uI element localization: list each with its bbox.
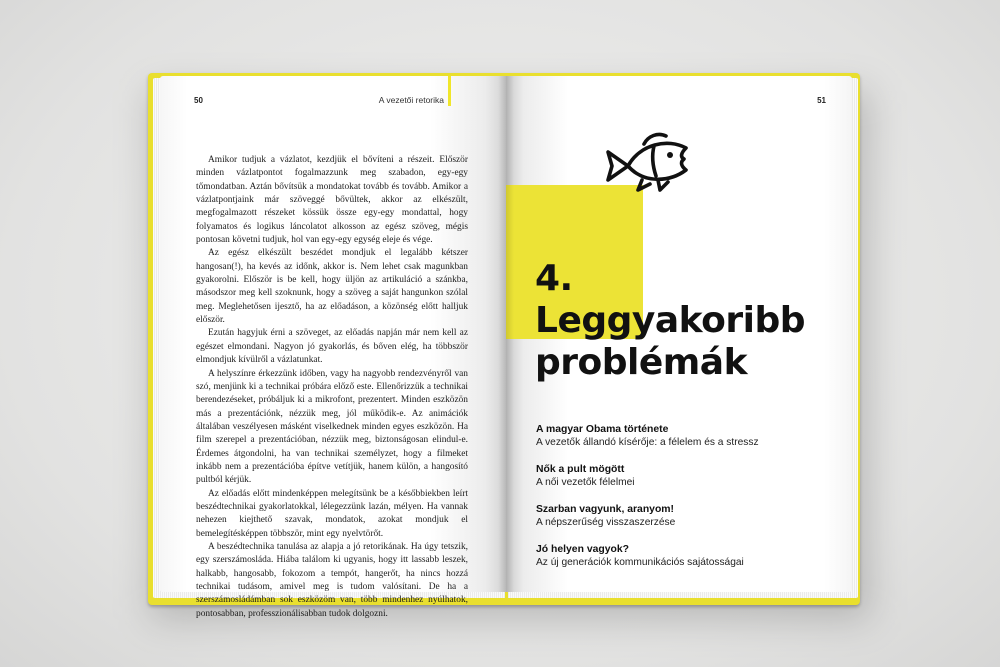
- body-text: [196, 154, 468, 621]
- chapter-contents: [536, 423, 836, 583]
- toc-item: [536, 463, 836, 489]
- toc-heading: Szarban vagyunk, aranyom!: [536, 504, 675, 515]
- toc-heading: A magyar Obama története: [536, 424, 669, 435]
- left-page: [160, 76, 506, 619]
- toc-item: [536, 423, 836, 449]
- right-page: [506, 76, 852, 592]
- chapter-title: [535, 258, 835, 384]
- toc-item: [536, 503, 836, 529]
- toc-subtitle: A népszerűség visszaszerzése: [536, 517, 676, 528]
- paragraph: Az egész elkészült beszédet mondjuk el legalább kétszer hangosan(!), ha kevés az időnk, akkor is. Nem lehet csak magunkban gyakorolni. Először is be kell, hogy üljön az artikuláció a szánkba, másodszor meg kell szoknunk, hogy a szöveg a saját hangunkon szólal meg. Meglehetősen ijesztő, ha az előadáson, a közönség előtt halljuk először.: [196, 248, 468, 326]
- page-number: 51: [817, 96, 826, 105]
- paragraph: A beszédtechnika tanulása az alapja a jó retorikának. Ha úgy tetszik, egy szerszámosláda. Hiába találom ki ugyanis, hogy itt lassabb leszek, halkabb, hangosabb, fokozom a tempót, hangerőt, ha nincs hozzá technikai tudásom, amivel meg is tudom valósítani. De ha a szerszámosládámban sok eszközöm van, több mindenhez nyúlhatok, pontosabban, professzionálisabban tudok dolgozni.: [196, 541, 468, 619]
- running-head: A vezetői retorika: [378, 95, 444, 105]
- toc-subtitle: Az új generációk kommunikációs sajátosságai: [536, 557, 744, 568]
- fish-icon: [598, 124, 698, 204]
- chapter-title-line: problémák: [535, 342, 748, 383]
- chapter-title-line: Leggyakoribb: [535, 300, 805, 341]
- toc-subtitle: A vezetők állandó kísérője: a félelem és a stressz: [536, 437, 759, 448]
- toc-heading: Jó helyen vagyok?: [536, 544, 629, 555]
- book-gutter: [498, 76, 514, 592]
- toc-item: [536, 543, 836, 569]
- paragraph: Ezután hagyjuk érni a szöveget, az előadás napján már nem kell az egészet elmondani. Nagyon jó gyakorlás, és bőven elég, ha többször elmondjuk kívülről a vázlatunkat.: [196, 328, 468, 366]
- running-head-accent-bar: [448, 76, 451, 106]
- paragraph: Amikor tudjuk a vázlatot, kezdjük el bővíteni a részeit. Először minden vázlatpontot fogalmazzunk meg szabadon, egy-egy tőmondatban. Aztán bővítsük a mondatokat tovább és tovább. Amikor a vázlatpontjaink már szöveggé bővültek, akkor az elkészült, megfogalmazott részeket kössük össze egy-egy mondattal, hogy folyamatos és logikus láncolatot alkosson az egész szöveg, mégis pontosan követni tudjuk, hol van egy-egy egység eleje és vége.: [196, 155, 468, 246]
- toc-heading: Nők a pult mögött: [536, 464, 625, 475]
- page-number: 50: [194, 96, 203, 105]
- paragraph: Az előadás előtt mindenképpen melegítsünk be a későbbiekben leírt beszédtechnikai gyakorlatokkal, lélegezzünk lazán, mélyen. Ha vannak nehezen kiejthető szavak, mondatok, azokat mondjuk el bemelegítésképpen többször, mint egy nyelvtörőt.: [196, 488, 468, 539]
- chapter-number: 4.: [535, 258, 573, 299]
- paragraph: A helyszínre érkezzünk időben, vagy ha nagyobb rendezvényről van szó, menjünk ki a technikai próbára előző este. Ellenőrizzük a technikai berendezéseket, próbáljuk ki a mikrofont, prezentert. Minden eszközön más a prezentációnk, nézzük meg, jól működik-e. Az animációk általában veszélyesen másként viselkednek minden egyes eszközön. Ha film szerepel a prezentációban, nézzük meg, biztonságosan elindul-e. Érdemes átgondolni, ha van technikai személyzet, hogy a filmeket inkább nem a prezentációba építve vetítjük, hanem külön, a hangosító pultból kérjük.: [196, 368, 468, 486]
- toc-subtitle: A női vezetők félelmei: [536, 477, 635, 488]
